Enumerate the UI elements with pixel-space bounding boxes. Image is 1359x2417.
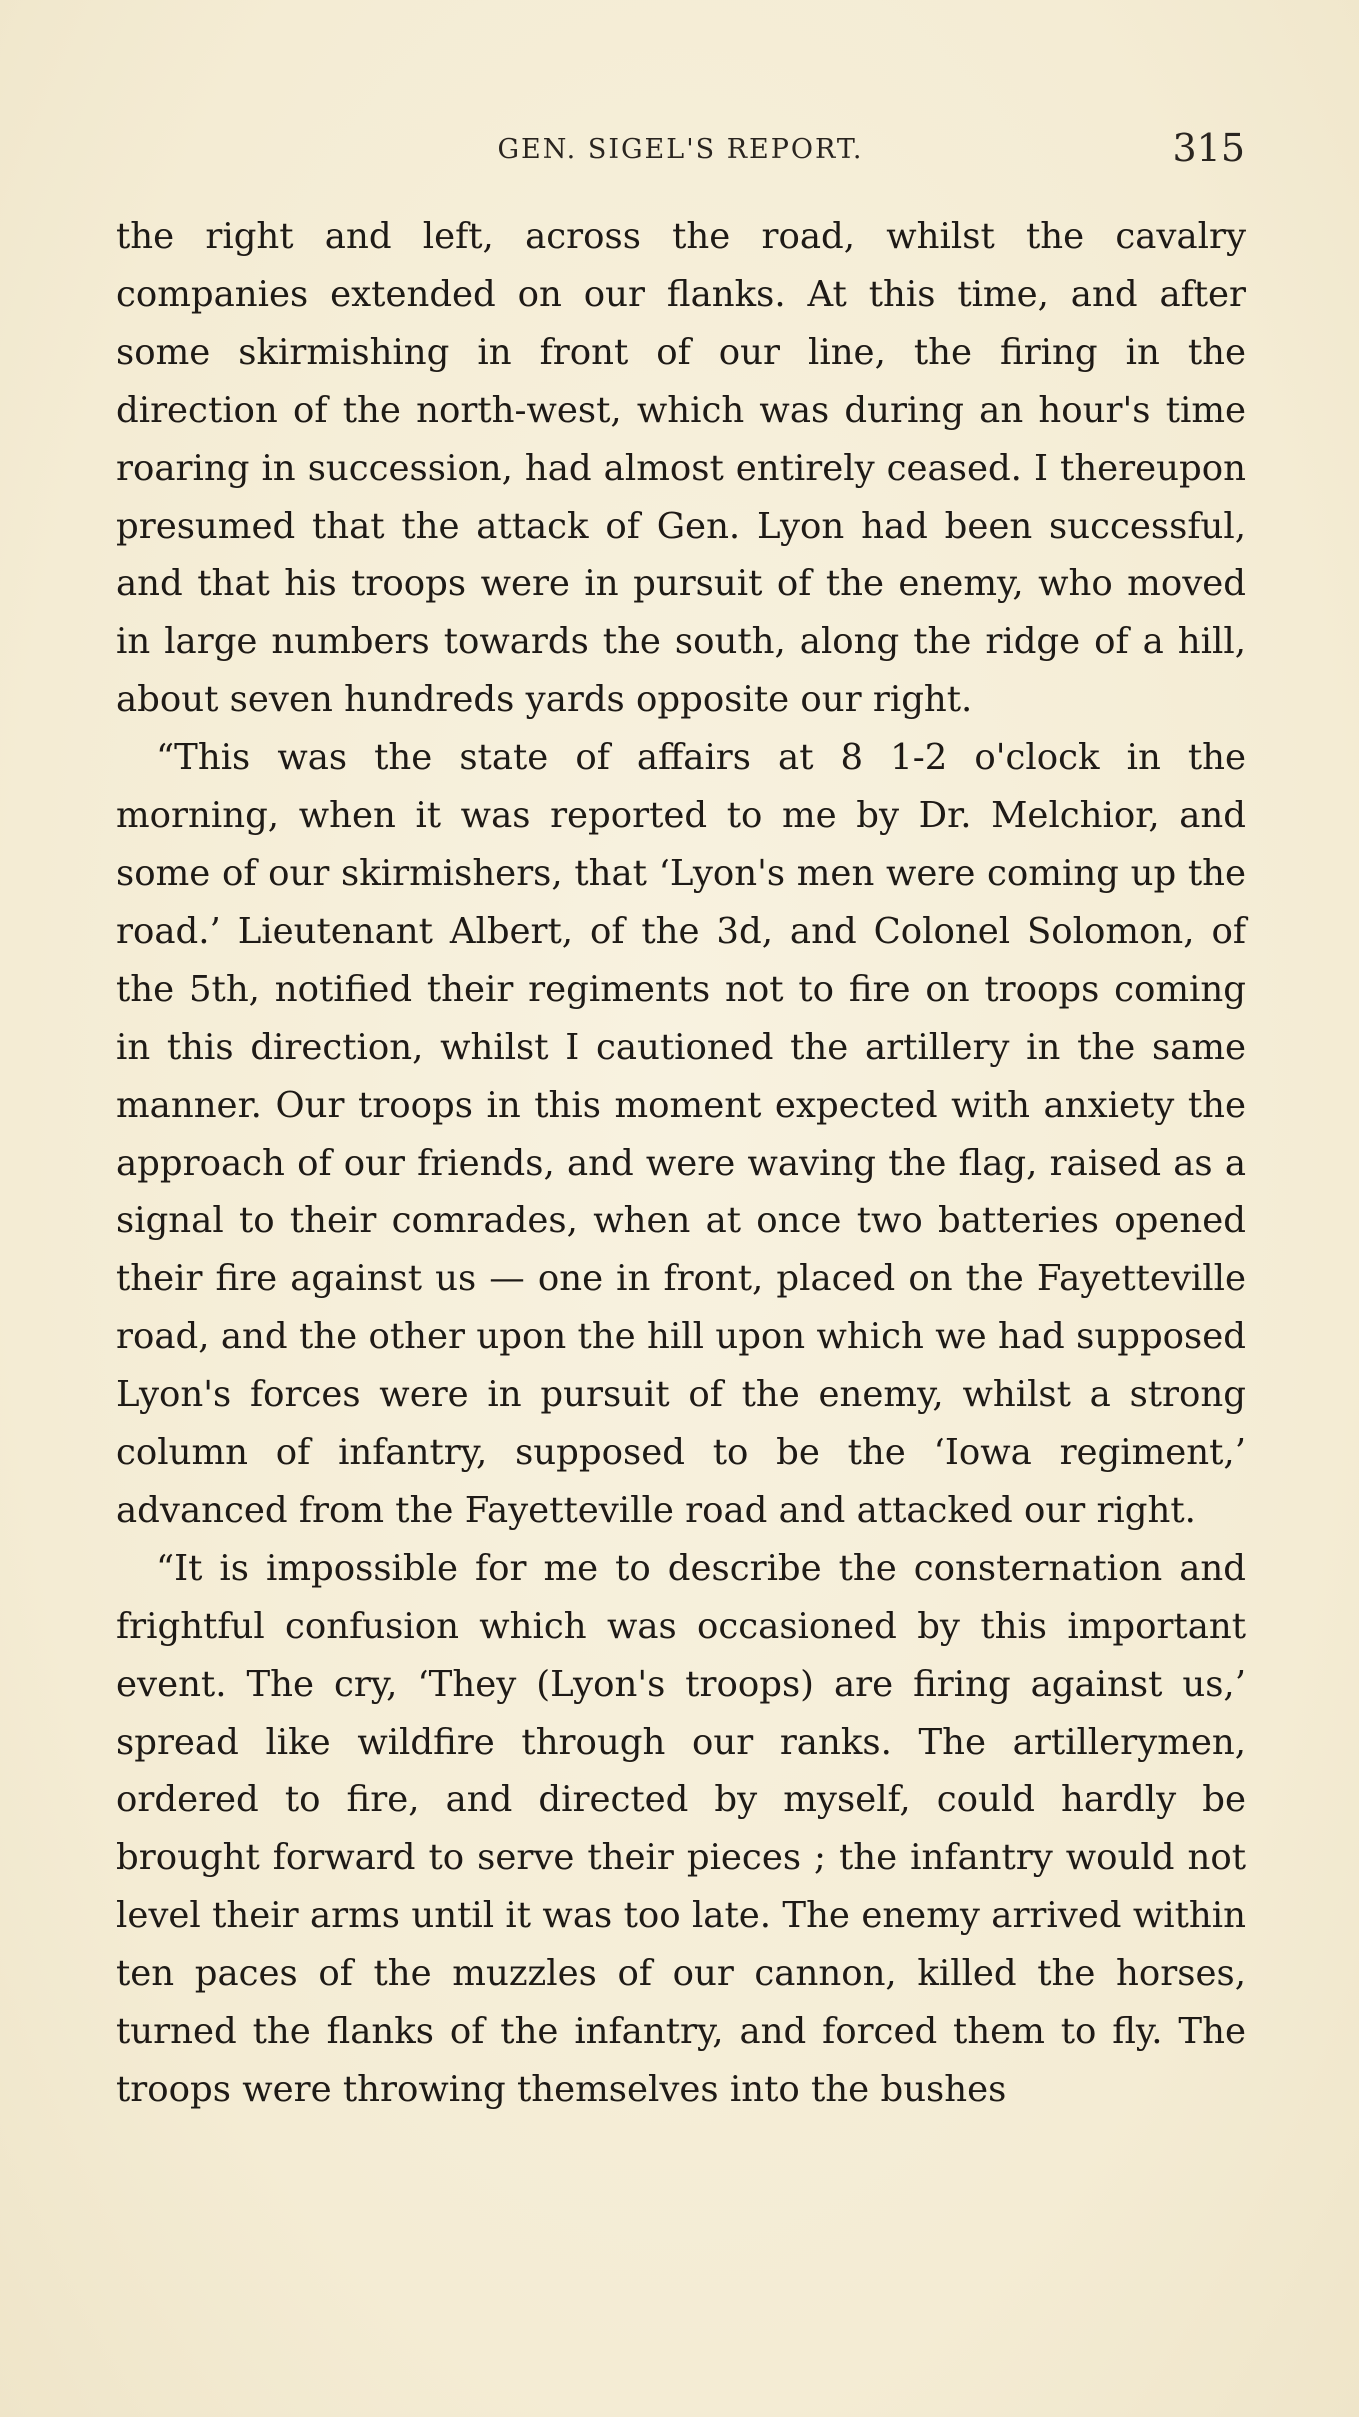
running-title: GEN. SIGEL'S REPORT. [497,134,864,165]
paragraph-continued: the right and left, across the road, whilst the cavalry companies extended on our flanks. At this time, and after some skirmishing in front of our line, the firing in the direction of the north-west, which was during an hour's time roaring in succession, had almost entirely ceased. I thereupon presumed that the attack of Gen. Lyon had been successful, and that his troops were in pursuit of the enemy, who moved in large numbers towards the south, along the ridge of a hill, about seven hundreds yards opposite our right. [116,216,1246,721]
body-text [116,208,1246,2119]
page-number: 315 [1172,126,1245,170]
paragraph-affairs: “This was the state of affairs at 8 1-2 o'clock in the morning, when it was reported to me by Dr. Melchior, and some of our skirmishers, that ‘Lyon's men were coming up the road.’ Lieutenant Albert, of the 3d, and Colonel Solomon, of the 5th, notified their regiments not to fire on troops coming in this direction, whilst I cautioned the artillery in the same manner. Our troops in this moment expected with anxiety the approach of our friends, and were waving the flag, raised as a signal to their comrades, when at once two batteries opened their fire against us — one in front, placed on the Fayetteville road, and the other upon the hill upon which we had supposed Lyon's forces were in pursuit of the enemy, whilst a strong column of infantry, supposed to be the ‘Iowa regiment,’ advanced from the Fayetteville road and attacked our right. [116,737,1246,1531]
paragraph-consternation: “It is impossible for me to describe the consternation and frightful confusion which was occasioned by this important event. The cry, ‘They (Lyon's troops) are firing against us,’ spread like wildfire through our ranks. The artillerymen, ordered to fire, and directed by myself, could hardly be brought forward to serve their pieces ; the infantry would not level their arms until it was too late. The enemy arrived within ten paces of the muzzles of our cannon, killed the horses, turned the flanks of the infantry, and forced them to fly. The troops were throwing themselves into the bushes [116,1547,1246,2110]
running-head [116,126,1245,178]
